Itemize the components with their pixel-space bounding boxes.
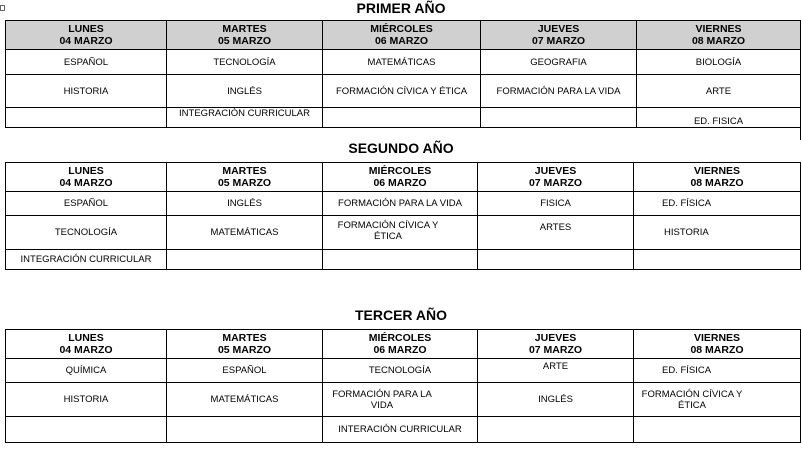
table-row — [6, 359, 801, 383]
schedule-title-segundo: SEGUNDO AÑO — [348, 140, 454, 156]
subject-cell — [481, 108, 637, 128]
subject-cell: ESPAÑOL — [6, 50, 167, 75]
header-cell: VIERNES 08 MARZO — [637, 21, 801, 50]
subject-cell — [167, 417, 323, 443]
subject-cell: GEOGRAFIA — [481, 50, 637, 75]
header-cell: MIÉRCOLES 06 MARZO — [323, 163, 478, 192]
header-row — [6, 330, 801, 359]
header-cell: MARTES 05 MARZO — [167, 330, 323, 359]
header-cell: LUNES 04 MARZO — [6, 21, 167, 50]
header-cell: LUNES 04 MARZO — [6, 330, 167, 359]
subject-cell: MATEMÁTICAS — [167, 216, 323, 250]
subject-cell — [634, 417, 801, 443]
subject-cell: HISTORIA — [6, 75, 167, 108]
subject-cell — [478, 250, 634, 270]
header-cell: MARTES 05 MARZO — [167, 163, 323, 192]
table-row — [6, 216, 801, 250]
subject-cell: INTEGRACIÓN CURRICULAR — [167, 108, 323, 128]
table-row — [6, 192, 801, 216]
subject-cell: FORMACIÓN PARA LA VIDA — [323, 192, 478, 216]
subject-cell: INGLÉS — [478, 383, 634, 417]
schedule-table-segundo — [5, 162, 801, 270]
subject-cell — [634, 250, 801, 270]
table-row — [6, 250, 801, 270]
subject-cell: INTEGRACIÓN CURRICULAR — [6, 250, 167, 270]
subject-cell — [323, 108, 481, 128]
subject-cell: ESPAÑOL — [6, 192, 167, 216]
schedule-table-primer — [5, 20, 801, 128]
subject-cell: FORMACIÓN CÍVICA Y ÉTICA — [634, 383, 801, 417]
table-row — [6, 417, 801, 443]
subject-cell: BIOLOGÍA — [637, 50, 801, 75]
header-cell: JUEVES 07 MARZO — [478, 330, 634, 359]
table-row — [6, 383, 801, 417]
subject-cell: INGLÉS — [167, 75, 323, 108]
subject-cell: ARTE — [478, 359, 634, 383]
subject-cell: HISTORIA — [6, 383, 167, 417]
subject-cell: ESPAÑOL — [167, 359, 323, 383]
subject-cell — [478, 417, 634, 443]
subject-cell: FORMACIÓN CÍVICA Y ÉTICA — [323, 75, 481, 108]
header-cell: MIÉRCOLES 06 MARZO — [323, 21, 481, 50]
header-cell: JUEVES 07 MARZO — [478, 163, 634, 192]
subject-cell: ARTE — [637, 75, 801, 108]
subject-cell — [323, 250, 478, 270]
subject-cell: FORMACIÓN PARA LA VIDA — [323, 383, 478, 417]
subject-cell — [6, 108, 167, 128]
schedule-table-tercer — [5, 329, 801, 443]
schedule-title-tercer: TERCER AÑO — [354, 307, 448, 323]
header-row — [6, 163, 801, 192]
schedule-title-primer: PRIMER AÑO — [356, 0, 446, 16]
header-cell: MIÉRCOLES 06 MARZO — [323, 330, 478, 359]
subject-cell: MATEMÁTICAS — [167, 383, 323, 417]
subject-cell: INTERACIÓN CURRICULAR — [323, 417, 478, 443]
header-cell: LUNES 04 MARZO — [6, 163, 167, 192]
subject-cell: FORMACIÓN PARA LA VIDA — [481, 75, 637, 108]
subject-cell: ARTES — [478, 216, 634, 250]
subject-cell — [167, 250, 323, 270]
subject-cell: TECNOLOGÍA — [6, 216, 167, 250]
table-row — [6, 75, 801, 108]
header-cell: MARTES 05 MARZO — [167, 21, 323, 50]
table-row — [6, 50, 801, 75]
subject-cell: TECNOLOGÍA — [167, 50, 323, 75]
header-cell: JUEVES 07 MARZO — [481, 21, 637, 50]
subject-cell — [6, 417, 167, 443]
header-cell: VIERNES 08 MARZO — [634, 330, 801, 359]
subject-cell: ED. FISICA — [637, 108, 801, 128]
subject-cell: HISTORIA — [634, 216, 801, 250]
subject-cell: TECNOLOGÍA — [323, 359, 478, 383]
subject-cell: MATEMÁTICAS — [323, 50, 481, 75]
subject-cell: INGLÉS — [167, 192, 323, 216]
subject-cell: FISICA — [478, 192, 634, 216]
subject-cell: QUÍMICA — [6, 359, 167, 383]
header-cell: VIERNES 08 MARZO — [634, 163, 801, 192]
subject-cell: ED. FÍSICA — [634, 192, 801, 216]
subject-cell: FORMACIÓN CÍVICA Y ÉTICA — [323, 216, 478, 250]
table-row — [6, 108, 801, 128]
header-row — [6, 21, 801, 50]
subject-cell: ED. FÍSICA — [634, 359, 801, 383]
